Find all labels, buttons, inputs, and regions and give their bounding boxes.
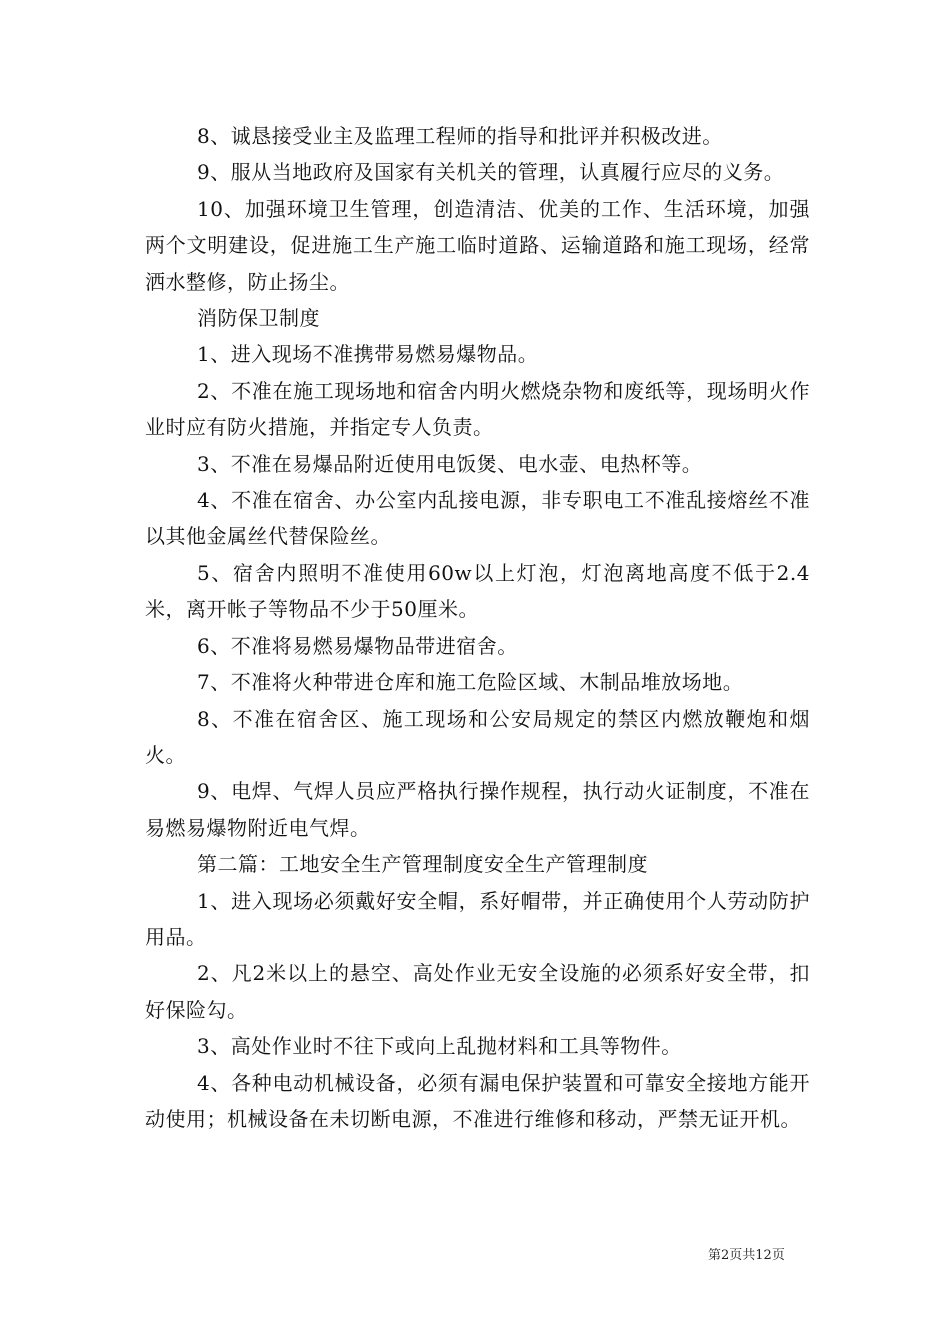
paragraph: 2、不准在施工现场地和宿舍内明火燃烧杂物和废纸等，现场明火作业时应有防火措施，并指定专人负责。 (145, 378, 810, 440)
chapter-heading: 第二篇：工地安全生产管理制度安全生产管理制度 (197, 852, 648, 877)
paragraph: 3、不准在易爆品附近使用电饭煲、电水壶、电热杯等。 (197, 451, 703, 476)
paragraph: 9、服从当地政府及国家有关机关的管理，认真履行应尽的义务。 (197, 160, 785, 185)
paragraph: 10、加强环境卫生管理，创造清洁、优美的工作、生活环境，加强两个文明建设，促进施工生产施工临时道路、运输道路和施工现场，经常洒水整修，防止扬尘。 (145, 196, 810, 294)
paragraph: 1、进入现场不准携带易燃易爆物品。 (197, 342, 539, 367)
paragraph: 8、诚恳接受业主及监理工程师的指导和批评并积极改进。 (197, 124, 723, 148)
paragraph: 9、电焊、气焊人员应严格执行操作规程，执行动火证制度，不准在易燃易爆物附近电气焊。 (145, 779, 810, 840)
section-heading: 消防保卫制度 (197, 306, 320, 331)
page-number: 第2页共12页 (708, 1248, 785, 1263)
paragraph: 3、高处作业时不往下或向上乱抛材料和工具等物件。 (197, 1034, 682, 1059)
paragraph: 5、宿舍内照明不准使用60w以上灯泡，灯泡离地高度不低于2.4米，离开帐子等物品不少于50厘米。 (145, 560, 810, 622)
paragraph: 1、进入现场必须戴好安全帽，系好帽带，并正确使用个人劳动防护用品。 (145, 888, 810, 949)
paragraph: 8、不准在宿舍区、施工现场和公安局规定的禁区内燃放鞭炮和烟火。 (145, 706, 810, 767)
paragraph: 6、不准将易燃易爆物品带进宿舍。 (197, 633, 518, 658)
paragraph: 4、不准在宿舍、办公室内乱接电源，非专职电工不准乱接熔丝不准以其他金属丝代替保险丝。 (145, 488, 810, 549)
paragraph: 7、不准将火种带进仓库和施工危险区域、木制品堆放场地。 (197, 670, 744, 695)
paragraph: 4、各种电动机械设备，必须有漏电保护装置和可靠安全接地方能开动使用；机械设备在未切断电源，不准进行维修和移动，严禁无证开机。 (145, 1070, 810, 1131)
document-body (145, 118, 810, 1137)
paragraph: 2、凡2米以上的悬空、高处作业无安全设施的必须系好安全带，扣好保险勾。 (145, 961, 810, 1022)
